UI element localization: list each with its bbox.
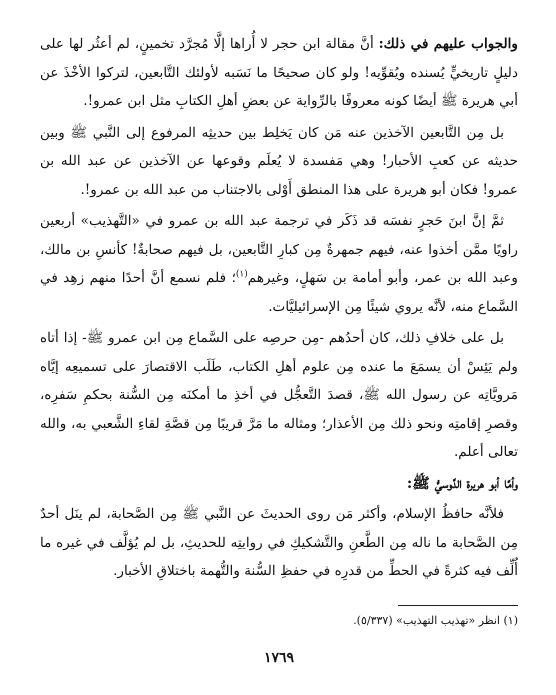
paragraph-abu-hurayra: [40, 500, 518, 586]
footnote-divider: [398, 605, 518, 606]
paragraph-tabieen: [40, 119, 518, 205]
page-number: ١٧٦٩: [263, 650, 295, 666]
footnote-mark: (١): [235, 269, 248, 280]
paragraph-text: بل على خلافِ ذلك، كان أحدُهم -مِن حرصِه على السَّماع مِن ابن عمرو ﷺ- إذا أتاه ولم يَئِسْ أن يسمَعَ ما عنده مِن علوم أهلِ الكتاب، طَلَب الاقتصارَ على تسميعِه إيَّاه مَرويَّاتِه عن رسول الله ﷺ، قصدَ التَّعجُّل في أخذِ ما أمكنَه مِن السُّنة بحكمِ سَفرِه، وقصرِ إقامتِه ونحو ذلك مِن الأعذار؛ ومثاله ما مَرَّ قريبًا مِن قصَّةِ لقاءِ الشَّعبي به، والله تعالى أعلم.: [40, 330, 518, 460]
paragraph-text: بل مِن التَّابعين الآخذين عنه مَن كان يَخلِط بين حديثِه المرفوع إلى النَّبي ﷺ وبين حديثه عن كعبِ الأحبار! وهي مَفسدة لا يُعلَم وقوعها عن الآخذين عن عبد الله بن عمرو! فكان أبو هريرة على هذا المنطق أَوْلى بالاجتناب من عبد الله بن عمرو!.: [40, 124, 518, 198]
paragraph-ibn-hajar: [40, 207, 518, 321]
paragraph-text: فلأنَّه حافظُ الإسلام، وأكثر مَن روى الحديثَ عن النَّبي ﷺ مِن الصَّحابة، لم ينَل أحدٌ مِن الصَّحابة ما ناله مِن الطَّعنِ والتَّشكيكِ في روايتِه للحديثِ، بل لم يُؤلَّف في غيره ما أُلِّف فيه كثرةً في الحطِّ من قدرِه في حفظِ السُّنة والتُّهمة باختلاقِ الأخبار.: [40, 506, 518, 579]
footnote: (١) انظر «تهذيب التهذيب» (٥/٣٣٧).: [353, 614, 518, 627]
paragraph-lead: والجواب عليهم في ذلك:: [378, 36, 518, 52]
paragraph-text: ثمَّ إنَّ ابنَ حَجرٍ نفسَه قد ذَكَر في ترجمة عبد الله بن عمرو في «التَّهذيب» أربعين راويًا ممَّن أخذوا عنه، فيهم جمهرةٌ مِن كبارِ التَّابعين، بل فيهم صحابةٌ! كأنسِ بن مالك، وعبد الله بن عمر، وأبو أمامة بن سَهلٍ، وغيرهم: [40, 213, 518, 286]
section-heading: وأمَّا أبو هريرة الدَّوسيُّ ﷺ:: [406, 474, 518, 492]
paragraph-contrary: [40, 324, 518, 467]
paragraph-text: أنَّ مقالة ابن حجر لا أُراها إلَّا مُجرَّد تخمينٍ، لم أعثُر لها على دليلٍ تاريخيٍّ يُسنده ويُقوِّيه! ولو كان صحيحًا ما نَسَبه لأولئك التَّابعين، لتركوا الأخْذَ عن أبي هريرة ﷺ أيضًا كونه معروفًا بالرِّواية عن بعضِ أهلِ الكتابِ مثل ابن عمرو!.: [40, 36, 518, 109]
book-page: [40, 30, 518, 670]
paragraph-text-tail: ؛ فلم نسمع أنَّ أحدًا منهم زهِد في السَّماع منه، لأنَّه يروي شيئًا مِن الإسرائيليَّات.: [40, 270, 518, 315]
page-body: [40, 30, 518, 586]
paragraph-answer: [40, 30, 518, 116]
